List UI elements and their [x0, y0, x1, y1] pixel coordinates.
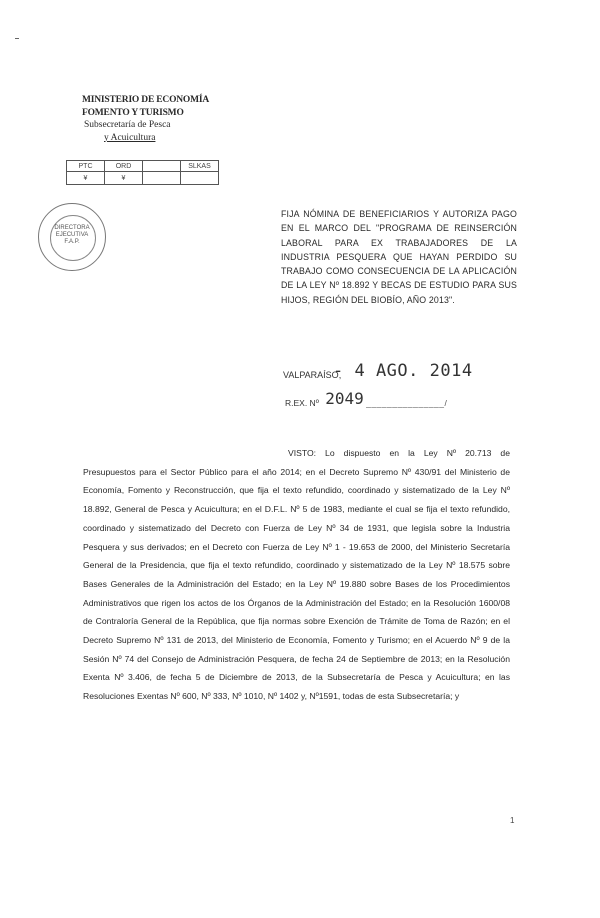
- routing-header-cell: SLKAS: [181, 161, 219, 172]
- resolution-number-line: [285, 391, 525, 410]
- seal-line: EJECUTIVA: [55, 232, 89, 238]
- rex-number: 2049: [325, 389, 364, 408]
- scan-mark: [15, 38, 19, 39]
- ministry-subtitle: FOMENTO Y TURISMO: [82, 107, 184, 118]
- seal-line: F.A.P.: [64, 239, 80, 245]
- rex-label: R.EX. Nº: [285, 398, 319, 408]
- routing-mark-cell: [143, 172, 181, 185]
- routing-mark-cell: [181, 172, 219, 185]
- resolution-title: FIJA NÓMINA DE BENEFICIARIOS Y AUTORIZA PAGO EN EL MARCO DEL "PROGRAMA DE REINSERCIÓN LABORAL PARA EX TRABAJADORES DE LA INDUSTRIA PESQUERA QUE HAYAN PERDIDO SU TRABAJO COMO CONSECUENCIA DE LA APLICACIÓN DE LA LEY Nº 18.892 Y BECAS DE ESTUDIO PARA SUS HIJOS, REGIÓN DEL BIOBÍO, AÑO 2013".: [281, 209, 517, 305]
- ministry-name: MINISTERIO DE ECONOMÍA: [82, 95, 210, 105]
- routing-mark-cell: ¥: [105, 172, 143, 185]
- place-label: VALPARAÍSO,: [283, 370, 342, 380]
- seal-line: DIRECTORA: [54, 225, 90, 231]
- seal-text: [39, 225, 105, 246]
- routing-header-cell: [143, 161, 181, 172]
- ministry-header: [82, 94, 232, 144]
- routing-mark-cell: ¥: [67, 172, 105, 185]
- resolution-date: - 4 AGO. 2014: [333, 361, 473, 381]
- subsecretariat-name: Subsecretaría de Pesca: [84, 120, 171, 130]
- routing-header-row: [67, 161, 219, 172]
- body-text: [83, 444, 510, 706]
- subsecretariat-subtitle: y Acuicultura: [104, 132, 156, 143]
- rex-underline: _______________/: [366, 398, 448, 408]
- official-seal: [38, 203, 106, 271]
- routing-header-cell: PTC: [67, 161, 105, 172]
- routing-table: [66, 160, 219, 185]
- page-number: 1: [510, 816, 515, 825]
- routing-header-cell: ORD: [105, 161, 143, 172]
- visto-paragraph: VISTO: Lo dispuesto en la Ley Nº 20.713 de Presupuestos para el Sector Público para el año 2014; en el Decreto Supremo Nº 430/91 del Ministerio de Economía, Fomento y Reconstrucción, que fija el texto refundido, coordinado y sistematizado de la Ley Nº 18.892, General de Pesca y Acuicultura; en el D.F.L. Nº 5 de 1983, mediante el cual se fija el texto refundido, coordinado y sistematizado del Decreto con Fuerza de Ley Nº 34 de 1931, que legisla sobre la Industria Pesquera y sus derivados; en el Decreto con Fuerza de Ley Nº 1 - 19.653 de 2000, del Ministerio Secretaría General de la Presidencia, que fija el texto refundido, coordinado y sistematizado de la Ley Nº 18.575 sobre Bases Generales de la Administración del Estado; en la Ley Nº 19.880 sobre Bases de los Procedimientos Administrativos que rigen los actos de los Órganos de la Administración del Estado; en la Resolución 1600/08 de Contraloría General de la República, que fija normas sobre Exención de Trámite de Toma de Razón; en el Decreto Supremo Nº 131 de 2013, del Ministerio de Economía, Fomento y Turismo; en el Acuerdo Nº 9 de la Sesión Nº 74 del Consejo de Administración Pesquera, de fecha 24 de Septiembre de 2013; en la Resolución Exenta Nº 3.406, de fecha 5 de Diciembre de 2013, de la Subsecretaría de Pesca y Acuicultura; en las Resoluciones Exentas Nº 600, Nº 333, Nº 1010, Nº 1402 y, Nº1591, todas de esta Subsecretaría; y: [83, 448, 510, 702]
- routing-mark-row: [67, 172, 219, 185]
